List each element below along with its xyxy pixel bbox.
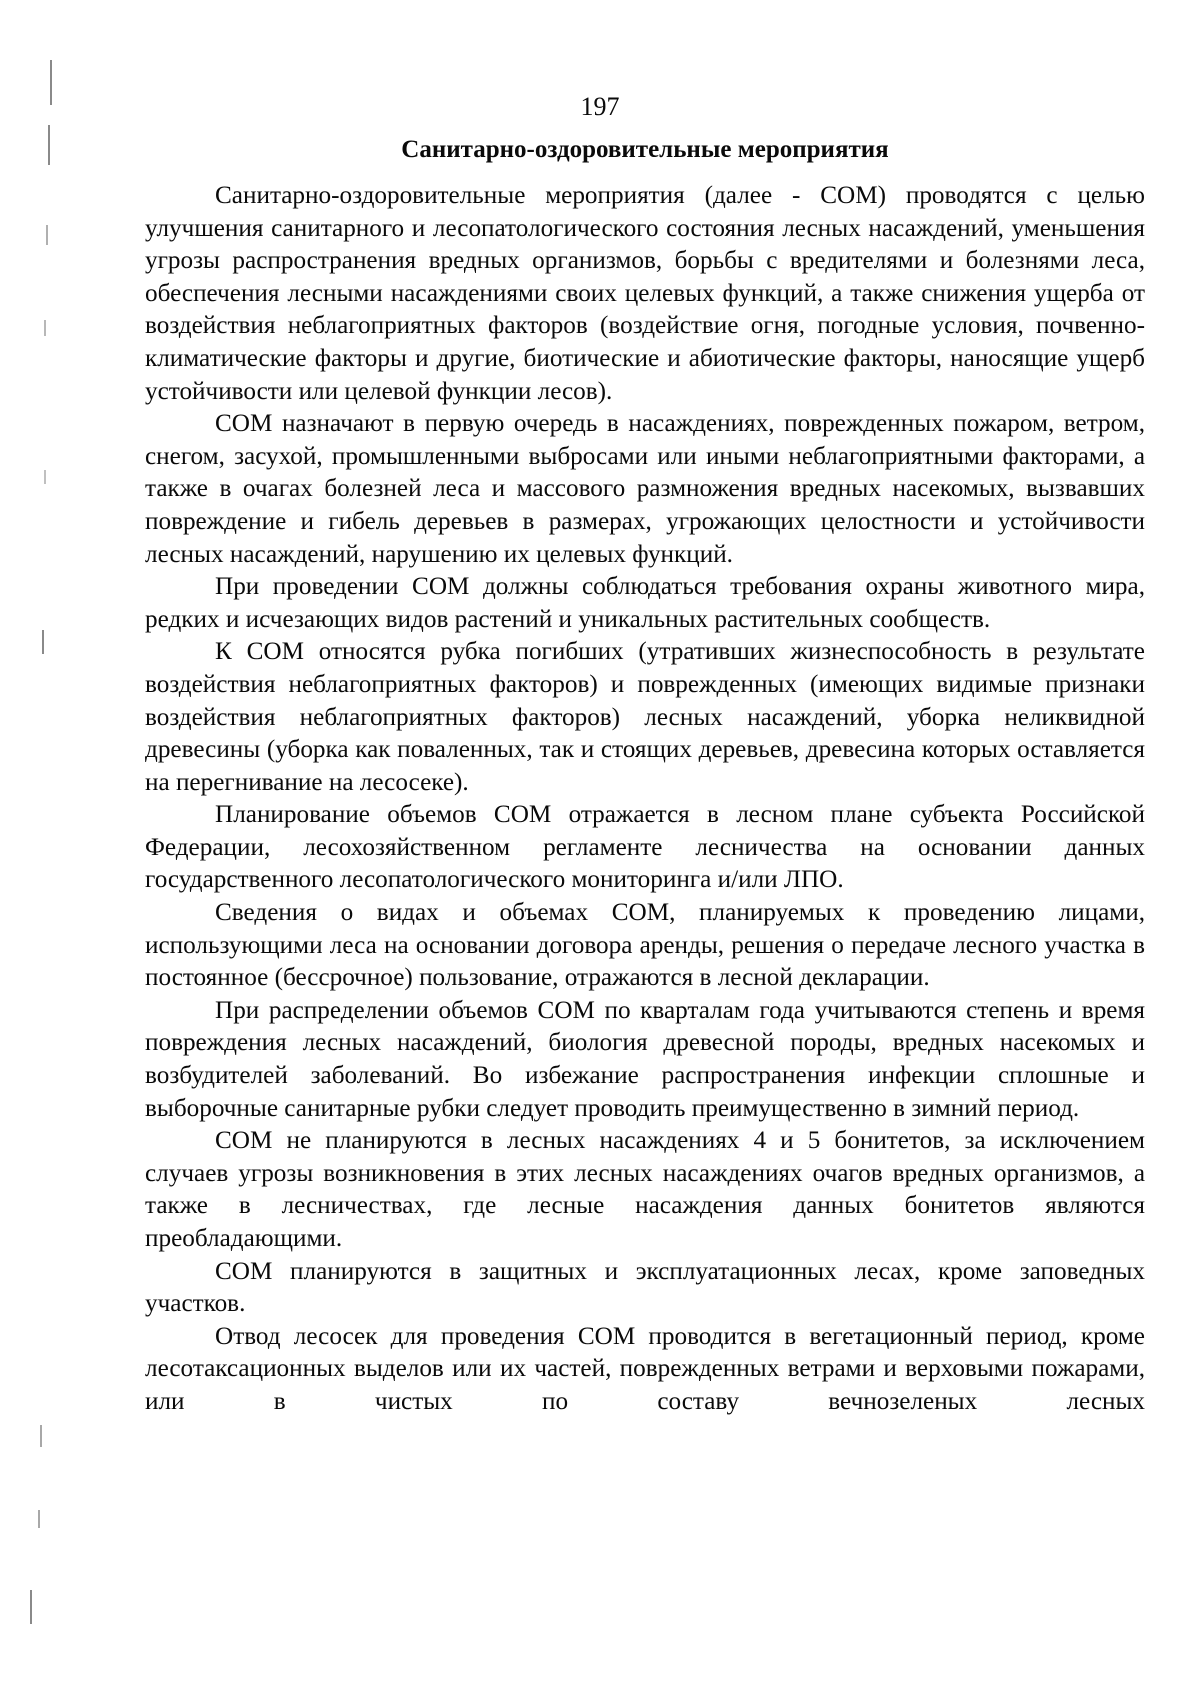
scan-artifact xyxy=(48,125,50,165)
scan-artifact xyxy=(42,630,44,654)
scan-artifact xyxy=(30,1590,32,1624)
paragraph: Отвод лесосек для проведения СОМ проводится в вегетационный период, кроме лесотаксационных выделов или их частей, поврежденных ветрами и верховыми пожарами, или в чистых по составу вечнозеленых лесных xyxy=(145,1322,1145,1415)
paragraph: Сведения о видах и объемах СОМ, планируемых к проведению лицами, использующими леса на основании договора аренды, решения о передаче лесного участка в постоянное (бессрочное) пользование, отражаются в лесной декларации. xyxy=(145,899,1145,992)
paragraph: К СОМ относятся рубка погибших (утративших жизнеспособность в результате воздействия неблагоприятных факторов) и поврежденных (имеющих видимые признаки воздействия неблагоприятных факторов) лесных насаждений, уборка неликвидной древесины (уборка как поваленных, так и стоящих деревьев, древесина которых оставляется на перегнивание на лесосеке). xyxy=(145,638,1145,796)
scan-artifact xyxy=(46,225,48,245)
body-text xyxy=(145,180,1145,1419)
paragraph: Санитарно-оздоровительные мероприятия (далее - СОМ) проводятся с целью улучшения санитарного и лесопатологического состояния лесных насаждений, уменьшения угрозы распространения вредных организмов, борьбы с вредителями и болезнями леса, обеспечения лесными насаждениями своих целевых функций, а также снижения ущерба от воздействия неблагоприятных факторов (воздействие огня, погодные условия, почвенно-климатические факторы и другие, биотические и абиотические факторы, наносящие ущерб устойчивости или целевой функции лесов). xyxy=(145,182,1145,405)
scan-artifact xyxy=(38,1510,40,1528)
paragraph: Планирование объемов СОМ отражается в лесном плане субъекта Российской Федерации, лесохозяйственном регламенте лесничества на основании данных государственного лесопатологического мониторинга и/или ЛПО. xyxy=(145,801,1145,894)
section-heading: Санитарно-оздоровительные мероприятия xyxy=(401,136,889,163)
scan-artifact xyxy=(44,470,46,484)
scan-artifact xyxy=(40,1425,42,1447)
paragraph: При распределении объемов СОМ по кварталам года учитываются степень и время повреждения лесных насаждений, биология древесной породы, вредных насекомых и возбудителей заболеваний. Во избежание распространения инфекции сплошные и выборочные санитарные рубки следует проводить преимущественно в зимний период. xyxy=(145,996,1145,1122)
paragraph: СОМ назначают в первую очередь в насаждениях, поврежденных пожаром, ветром, снегом, засухой, промышленными выбросами или иными неблагоприятными факторами, а также в очагах болезней леса и массового размножения вредных насекомых, вызвавших повреждение и гибель деревьев в размерах, угрожающих целостности и устойчивости лесных насаждений, нарушению их целевых функций. xyxy=(145,410,1145,568)
paragraph: СОМ не планируются в лесных насаждениях 4 и 5 бонитетов, за исключением случаев угрозы возникновения в этих лесных насаждениях очагов вредных организмов, а также в лесничествах, где лесные насаждения данных бонитетов являются преобладающими. xyxy=(145,1127,1145,1252)
scan-artifact xyxy=(44,320,46,336)
page-number: 197 xyxy=(580,92,620,121)
paragraph: СОМ планируются в защитных и эксплуатационных лесах, кроме заповедных участков. xyxy=(145,1257,1145,1318)
paragraph: При проведении СОМ должны соблюдаться требования охраны животного мира, редких и исчезающих видов растений и уникальных растительных сообществ. xyxy=(145,573,1145,633)
